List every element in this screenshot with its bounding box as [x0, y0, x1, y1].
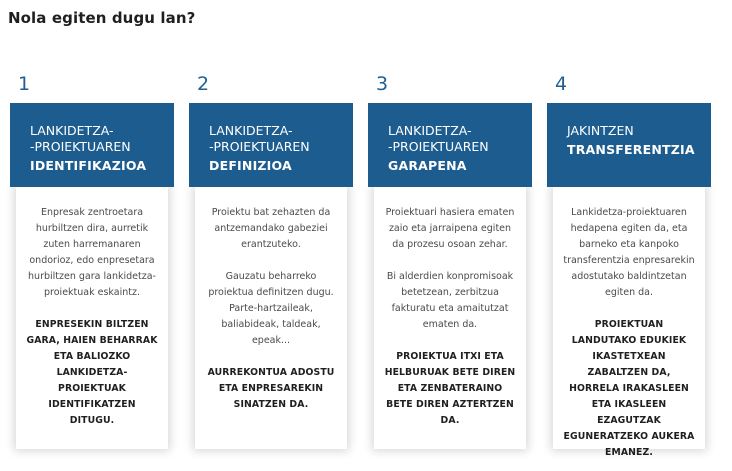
step-card	[195, 187, 347, 449]
step-number: 2	[197, 73, 210, 95]
step-number: 1	[18, 73, 31, 95]
step-header-title: GARAPENA	[388, 158, 467, 173]
step-card	[553, 187, 705, 458]
step-header-title: TRANSFERENTZIA	[567, 142, 695, 157]
step-header	[10, 103, 174, 187]
step-description: Proiektu bat zehazten da antzemandako gabeziei erantzuteko.	[211, 207, 331, 250]
step-header-line2: -PROIEKTUAREN	[30, 139, 131, 154]
step-description: Lankidetza-proiektuaren hedapena egiten da, eta barneko eta kanpoko transferentzia enpresarekin adostutako baldintzetan egiten da.	[563, 207, 695, 298]
step-number: 4	[555, 73, 568, 95]
step-card	[16, 187, 168, 449]
step-emphasis: AURREKONTUA ADOSTU ETA ENPRESAREKIN SINATZEN DA.	[207, 367, 335, 410]
step-emphasis: PROIEKTUAN LANDUTAKO EDUKIEK IKASTETXEAN ZABALTZEN DA, HORRELA IRAKASLEEN ETA IKASLEEN EZAGUTZAK EGUNERATZEKO AUKERA EMANEZ.	[563, 319, 695, 458]
step-column-1	[10, 72, 174, 449]
step-header-line1: LANKIDETZA-	[30, 123, 114, 138]
step-header-line1: LANKIDETZA-	[388, 123, 472, 138]
step-column-4	[547, 72, 711, 458]
step-column-3	[368, 72, 532, 449]
step-header-line2: -PROIEKTUAREN	[209, 139, 310, 154]
step-header-line1: LANKIDETZA-	[209, 123, 293, 138]
step-number: 3	[376, 73, 389, 95]
step-header	[368, 103, 532, 187]
step-card	[374, 187, 526, 449]
step-header	[547, 103, 711, 187]
page-title: Nola egiten dugu lan?	[8, 9, 196, 27]
step-header-line2: -PROIEKTUAREN	[388, 139, 489, 154]
step-description: Enpresak zentroetara hurbiltzen dira, aurretik zuten harremanaren ondorioz, edo enpresetara hurbiltzen gara lankidetza-proiektuak eskaintz.	[28, 207, 156, 298]
step-header	[189, 103, 353, 187]
step-header-line1: JAKINTZEN	[567, 123, 634, 138]
step-header-title: IDENTIFIKAZIOA	[30, 158, 147, 173]
step-emphasis: PROIEKTUA ITXI ETA HELBURUAK BETE DIREN ETA ZENBATERAINO BETE DIREN AZTERTZEN DA.	[384, 351, 516, 426]
step-emphasis: ENPRESEKIN BILTZEN GARA, HAIEN BEHARRAK ETA BALIOZKO LANKIDETZA-PROIEKTUAK IDENTIFIKATZEN DITUGU.	[26, 319, 158, 426]
step-description: Gauzatu beharreko proiektua definitzen dugu. Parte-hartzaileak, baliabideak, taldeak, epeak...	[208, 271, 334, 346]
step-header-title: DEFINIZIOA	[209, 158, 292, 173]
step-column-2	[189, 72, 353, 449]
step-description: Bi alderdien konpromisoak betetzean, zerbitzua fakturatu eta amaitutzat ematen da.	[386, 271, 514, 330]
step-description: Proiektuari hasiera ematen zaio eta jarraipena egiten da prozesu osoan zehar.	[385, 207, 515, 250]
